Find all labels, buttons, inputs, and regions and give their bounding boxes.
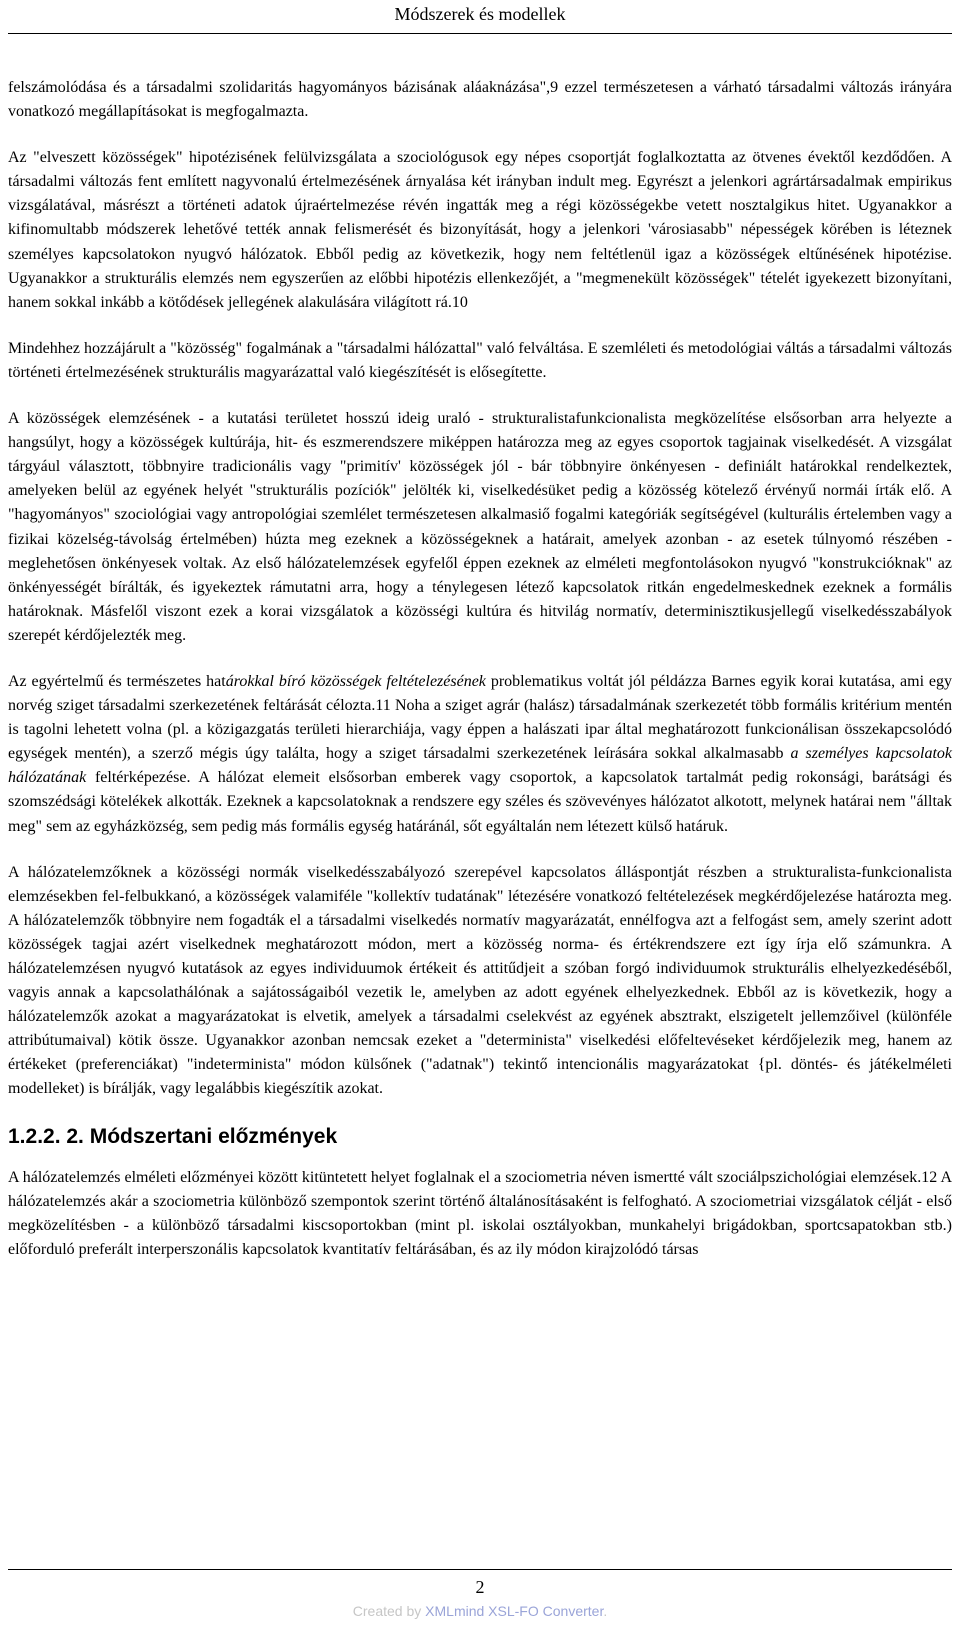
paragraph-community-norms: A hálózatelemzőknek a közösségi normák viselkedésszabályozó szerepével kapcsolatos álláspontját részben a strukturalista-funkcionalista elemzésekben fel-felbukkanó, a közösségek valamiféle "kollektív tudatának" létezésére vonatkozó feltételezések megkérdőjelezése határozta meg. A hálózatelemzők többnyire nem fogadták el a társadalmi viselkedés normatív magyarázatát, ennélfogva azt a felfogást sem, amely szerint adott közösségek tagjai azért viselkednek meghatározott módon, mert a közösség norma- és értékrendszere ezt így írja elő számunkra. A hálózatelemzésen nyugvó kutatások az egyes individuumok értékeit és attitűdjeit a szóban forgó individuumok strukturális elhelyezkedéséből, vagyis annak a kapcsolathálónak a sajátosságaiból vezetik le, amelyben az adott egyének elhelyezkednek. Ebből az is következik, hogy a hálózatelemzők azokat a magyarázatokat is elvetik, amelyek a társadalmi cselekvést az egyének absztrakt, elszigetelt jellemzőivel (különféle attribútumaival) kötik össze. Ugyanakkor azonban nemcsak ezeket a "determinista" viselkedési előfeltevéseket kérdőjelezik meg, hanem az értékeket (preferenciákat) "indeterminista" módon külsőnek ("adatnak") tekintő intencionális magyarázatokat {pl. döntés- és játékelméleti modelleket) is bírálják, vagy legalábbis kiegészítik azokat. (8, 863, 952, 1098)
watermark-prefix: Created by (352, 1603, 426, 1619)
paragraph-network-concept: Mindehhez hozzájárult a "közösség" fogalmának a "társadalmi hálózattal" való felváltása. E szemléleti és metodológiai váltás a társadalmi változás történeti értelmezésének strukturális magyarázattal való kiegészítését is elősegítette. (8, 339, 952, 381)
paragraph-lost-communities: Az "elveszett közösségek" hipotézisének felülvizsgálata a szociológusok egy népes csoportját foglalkoztatta az ötvenes évektől kezdődően. A társadalmi változás fent említett nagyvonalú értelmezésének árnyalása két irányban indult meg. Egyrészt a jelenkori agrártársadalmak empirikus vizsgálatával, másrészt a történeti adatok újraértelmezése révén ingatták meg a régi közösségekbe vetett nosztalgikus hitet. Ugyanakkor a kifinomultabb módszerek lehetővé tették annak felismerését és bizonyítását, hogy a jelenkori 'városiasabb" népességek körében is léteznek személyes kapcsolatokon nyugvó hálózatok. Ebből pedig az következik, hogy nem feltétlenül igaz a közösségek eltűnésének hipotézise. Ugyanakkor a strukturális elemzés nem egyszerűen az előbbi hipotézis ellenkezőjét, a "megmenekült közösségek" tételét igyekezett bizonyítani, hanem sokkal inkább a kötődések jellegének alakulására világított rá.10 (8, 149, 952, 311)
paragraph-sociometry: A hálózatelemzés elméleti előzményei között kitüntetett helyet foglalnak el a szociometria néven ismertté vált szociálpszichológiai elemzések.12 A hálózatelemzés akár a szociometria különböző szempontok szerint történő általánosításaként is felfogható. A szociometriai vizsgálatok célját - első megközelítésben - a különböző társadalmi kiscsoportokban (mint pl. iskolai osztályokban, munkahelyi brigádokban, sportcsapatokban stb.) előforduló preferált interperszonális kapcsolatok kvantitatív feltárásában, és az ily módon kirajzolódó társas (8, 1168, 952, 1258)
emphasis-text: a személyes kapcsolatok hálózatának (8, 745, 952, 787)
paragraph-structural-functionalism: A közösségek elemzésének - a kutatási területet hosszú ideig uraló - strukturalistafunkcionalista megközelítése elsősorban arra helyezte a hangsúlyt, hogy a közösségek kultúrája, hit- és eszmerendszere miképpen határozza meg az egyes csoportok tagjainak viselkedését. A vizsgálat tárgyául választott, többnyire tradicionális vagy "primitív' közösségek jól - bár többnyire önkényesen - definiált határokkal rendelkeztek, amelyeken belül az egyének helyét "strukturális pozíciók" jelölték ki, viselkedésüket pedig a közösség kötelező érvényű normái írták elő. A "hagyományos" szociológiai vagy antropológiai szemlélet természetesen alkalmasiő fogalmi kategóriák segítségével (kulturális értelemben vagy a fizikai közelség-távolság értelmében) húzta meg ezeknek a közösségeknek a határait, amelyek azonban - az esetek túlnyomó részében - meglehetősen önkényesek voltak. Az első hálózatelemzések egyfelől éppen ezeknek az elméleti megfontolásokon nyugvó "konstrukcióknak" az önkényességét bírálták, és igyekeztek rámutatni arra, hogy a ténylegesen létező kapcsolatok ritkán engedelmeskednek ezeknek a formális határoknak. Másfelől viszont ezek a korai vizsgálatok a közösségi kultúra és hitvilág normatív, determinisztikusjellegű viselkedésszabályok szerepét kérdőjelezték meg. (8, 410, 952, 644)
page-header (0, 0, 960, 26)
text-run: problematikus voltát jól példázza Barnes egyik korai kutatása, ami egy norvég sziget társadalmi szerkezetének feltárását célozta.11 Noha a sziget agrár (halász) társadalmának szerkezetét több formális kritérium mentén is tagolni lehetett volna (pl. a közigazgatás területi hierarchiája, vagy éppen a halászati ipar által meghatározott funkcionálisan összekapcsolódó egységek mentén), a szerző mégis úgy találta, hogy a sziget társadalmi szerkezetének leírására sokkal alkalmasabb (8, 672, 953, 763)
converter-watermark (0, 1602, 960, 1620)
text-run: Az egyértelmű és természetes hat (8, 672, 226, 690)
watermark-brand: XMLmind XSL-FO Converter (425, 1603, 604, 1619)
running-title: Módszerek és modellek (394, 4, 566, 24)
paragraph-continuation: felszámolódása és a társadalmi szolidaritás hagyományos bázisának aláaknázása",9 ezzel természetesen a várható társadalmi változás irányára vonatkozó megállapításokat is megfogalmazta. (8, 79, 952, 121)
text-run: feltérképezése. A hálózat elemeit elsősorban emberek vagy csoportok, a kapcsolatok tartalmát pedig rokonsági, barátsági és szomszédsági kötelékek alkották. Ezeknek a kapcsolatoknak a rendszere egy széles és szövevényes hálózatot alkotott, melynek határai nem "álltak meg" sem az egyházközség, sem pedig más formális egység határánál, sőt egyáltalán nem létezett külső határuk. (8, 769, 952, 835)
watermark-suffix: . (603, 1603, 608, 1619)
header-divider (8, 33, 952, 34)
section-heading: 1.2.2. 2. Módszertani előzmények (8, 1124, 338, 1148)
page-number: 2 (475, 1577, 485, 1597)
emphasis-text: árokkal bíró közösségek feltételezésének (225, 672, 486, 690)
footer-divider (8, 1569, 952, 1570)
document-body (8, 76, 952, 1284)
paragraph-barnes-study (8, 670, 952, 839)
